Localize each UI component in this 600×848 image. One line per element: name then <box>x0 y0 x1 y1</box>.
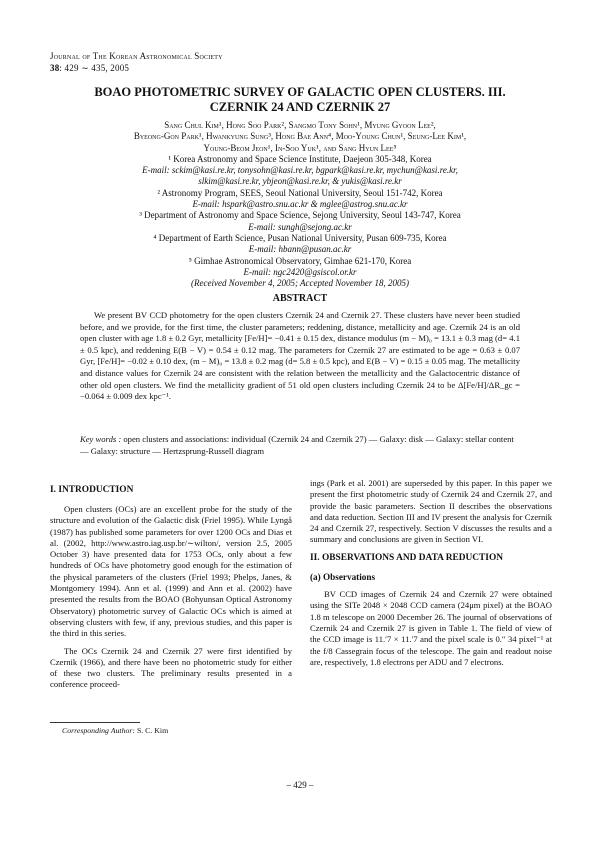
affiliation-5: ⁵ Gimhae Astronomical Observatory, Gimhae 621-170, Korea <box>188 255 412 266</box>
intro-paragraph-1: Open clusters (OCs) are an excellent probe for the study of the structure and evolution of the Galactic disk (Friel 1995). While Lyngå (1987) has published some parameters for over 1200 OCs and Dias et al. (2002, http://www.astro.iag.usp.br/∼wilton/, version 2.5, 2005 October 3) have presented data for 1753 OCs, only about a few hundreds of OCs have photometry good enough for the estimation of the physical parameters of the clusters (Friel 1993; Phelps, Janes, & Montgomery 1994). Ann et al. (1999) and Ann et al. (2002) have presented the results from the BOAO (Bohyunsan Optical Astronomy Observatory) photometric survey of Galactic OCs which is aimed at observing clusters with few, if any, previous studies, and this paper is the third in this series. <box>50 504 292 639</box>
title-line-2: CZERNIK 24 AND CZERNIK 27 <box>209 100 391 114</box>
keywords-label: Key words : <box>80 434 122 444</box>
footnote-value: S. C. Kim <box>135 726 169 735</box>
affiliation-1-email-cont: slkim@kasi.re.kr, ybjeon@kasi.re.kr, & yukis@kasi.re.kr <box>198 176 402 187</box>
observations-paragraph: BV CCD images of Czernik 24 and Czernik 27 were obtained using the SITe 2048 × 2048 CCD camera (24μm pixel) at the BOAO 1.8 m telescope on 2000 December 26. The journal of observations of Czernik 24 and Czernik 27 is given in Table 1. The field of view of the CCD image is 11.′7 × 11.′7 and the pixel scale is 0.″ 34 pixel⁻¹ at the f/8 Cassegrain focus of the telescope. The gain and readout noise are, respectively, 1.8 electrons per ADU and 7 electrons. <box>310 589 552 667</box>
author-line-1: Sang Chul Kim¹, Hong Soo Park², Sangmo Tony Sohn¹, Myung Gyoon Lee², <box>164 120 436 130</box>
footnote-rule <box>50 722 140 723</box>
journal-volume: 38 <box>50 63 60 73</box>
author-line-3: Young-Beom Jeon¹, In-Soo Yuk¹, and Sang Hyun Lee⁵ <box>203 142 397 153</box>
affiliation-2: ² Astronomy Program, SEES, Seoul National University, Seoul 151-742, Korea <box>157 187 443 198</box>
affiliation-1: ¹ Korea Astronomy and Space Science Institute, Daejeon 305-348, Korea <box>168 153 432 164</box>
section-1-heading: I. INTRODUCTION <box>50 485 134 495</box>
title-line-1: BOAO PHOTOMETRIC SURVEY OF GALACTIC OPEN CLUSTERS. III. <box>94 85 506 99</box>
journal-header <box>50 50 223 74</box>
affiliation-1-email: E-mail: sckim@kasi.re.kr, tonysohn@kasi.re.kr, bgpark@kasi.re.kr, mychun@kasi.re.kr, <box>142 165 458 176</box>
keywords-text: open clusters and associations: individual (Czernik 24 and Czernik 27) — Galaxy: disk — Galaxy: stellar content — Galaxy: structure — Hertzsprung-Russell diagram <box>80 434 514 456</box>
author-line-2: Byeong-Gon Park¹, Hwankyung Sung³, Hong Bae Ann⁴, Moo-Young Chun¹, Seung-Lee Kim¹, <box>133 131 467 142</box>
subsection-a-heading: (a) Observations <box>310 571 376 582</box>
journal-pages: : 429 ∼ 435, 2005 <box>59 63 130 73</box>
keywords <box>80 434 520 457</box>
corresponding-author-footnote <box>62 726 168 735</box>
affiliation-3: ³ Department of Astronomy and Space Science, Sejong University, Seoul 143-747, Korea <box>139 210 461 221</box>
abstract-text: We present BV CCD photometry for the open clusters Czernik 24 and Czernik 27. These clusters have never been studied before, and we provide, for the first time, the cluster parameters; reddening, distance, metallicity and age. Czernik 24 is an old open cluster with age 1.8 ± 0.2 Gyr, metallicity [Fe/H]= −0.41 ± 0.15 dex, distance modulus (m − M)₀ = 13.1 ± 0.3 mag (d= 4.1 ± 0.5 kpc), and reddening E(B − V) = 0.54 ± 0.12 mag. The parameters for Czernik 27 are estimated to be age = 0.63 ± 0.07 Gyr, [Fe/H]= −0.02 ± 0.10 dex, (m − M)₀ = 13.8 ± 0.2 mag (d= 5.8 ± 0.5 kpc), and E(B − V) = 0.15 ± 0.05 mag. The metallicity and distance values for Czernik 24 are consistent with the relation between the metallicity and the Galactocentric distance of other old open clusters. We find the metallicity gradient of 51 old open clusters including Czernik 24 to be Δ[Fe/H]/ΔR_gc = −0.064 ± 0.009 dex kpc⁻¹. <box>80 310 520 402</box>
paper-title <box>50 85 550 115</box>
abstract-heading: ABSTRACT <box>272 293 328 304</box>
page-number: – 429 – <box>286 780 314 790</box>
footnote-label: Corresponding Author: <box>62 726 135 735</box>
received-dates: (Received November 4, 2005; Accepted November 18, 2005) <box>190 278 409 289</box>
section-2-heading: II. OBSERVATIONS AND DATA REDUCTION <box>310 552 504 563</box>
right-column <box>310 478 552 674</box>
intro-paragraph-2: The OCs Czernik 24 and Czernik 27 were first identified by Czernik (1966), and there have been no photometric study for either of these two clusters. The preliminary results presented in a conference proceed- <box>50 645 292 690</box>
affiliation-4-email: E-mail: hbann@pusan.ac.kr <box>248 244 352 255</box>
intro-paragraph-continued: ings (Park et al. 2001) are superseded by this paper. In this paper we present the first photometric study of Czernik 24 and Czernik 27, and provide the basic parameters. Section II describes the observations and data reduction. Section III and IV present the analysis for Czernik 24 and Czernik 27, respectively. Section V discusses the results and a summary and conclusions are given in Section VI. <box>310 478 552 545</box>
left-column <box>50 478 292 697</box>
affiliation-4: ⁴ Department of Earth Science, Pusan National University, Pusan 609-735, Korea <box>153 232 447 243</box>
affiliation-2-email: E-mail: hspark@astro.snu.ac.kr & mglee@astrog.snu.ac.kr <box>192 199 408 210</box>
journal-name: Journal of The Korean Astronomical Society <box>50 51 223 61</box>
author-block <box>60 120 540 289</box>
affiliation-5-email: E-mail: ngc2420@gsiscol.or.kr <box>243 266 357 277</box>
affiliation-3-email: E-mail: sungh@sejong.ac.kr <box>248 221 352 232</box>
